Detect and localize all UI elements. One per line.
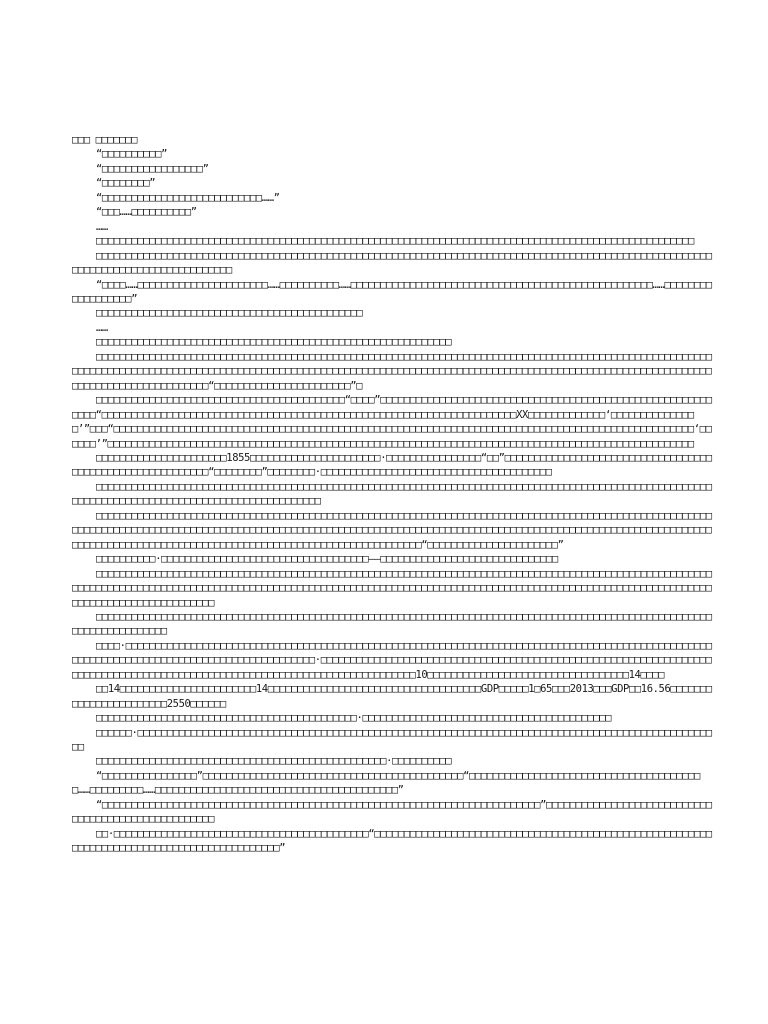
body-paragraph: “□□□□□□□□□□□□□□□□□□□□□□□□□□□……” [96,191,280,204]
article-body [72,133,712,856]
body-paragraph: “□□□□□□□□□□□□□□□□”□□□□□□□□□□□□□□□□□□□□□□□□□□□□□□□□□□□□□□□□□□□□“□□□□□□□□□□□□□□□□□□□□□□□□□□□□□□□□□□□□□□□□……□□□□□□□□□……□□□□□□□□□□□□□□□□□□□□□□□□□□□□□□□□□□□□□□□□□” [72,769,700,797]
body-paragraph: □□□□□□□□□□□□□□□□□□□□□□□□□□□□□□□□□□□□□□□□□□□□□□□□□□□□□□□□□□□□□□□□□□□□□□□□□□□□□□□□□□□□□□□□□□□□□□□□□□□□□□□□□□□□□□□□□□□□□□□□□□□□□□□□□□□□□□□□□□□□□□□□□□□□□□□□□□□□□□□□□□□□□□□□□□□□□□□□□□□□□□□□□□□□□□□□□□□□□□□□□□□□□□□□□□□□□□□□□□□□□□□□□□□□□□□□□□□“□□□□□□□□□□□□□□□□□□□□□□□”□ [72,350,712,392]
body-paragraph: □□□□□□□□□□□□□□□□□□□□□□□□□□□□□□□□□□□□□□□□□□□□□□□□□□□□□□□□□□□□□□□□□□□□□□□□□□□□□□□□□□□□□□□□□□□□□□□□□□□□□□□□□□□□□□□□□□□□□□□□□□□□□□□□□□□ [72,249,712,277]
body-paragraph: “□□□……□□□□□□□□□□” [96,206,197,219]
body-paragraph: “□□□□□□□□” [96,177,156,190]
body-paragraph: □□·□□□□□□□□□□□□□□□□□□□□□□□□□□□□□□□□□□□□□□□□□□□“□□□□□□□□□□□□□□□□□□□□□□□□□□□□□□□□□□□□□□□□□□□□□□□□□□□□□□□□□□□□□□□□□□□□□□□□□□□□□□□□□□□□□□□□□□□□” [72,827,712,855]
article-heading: □□□ □□□□□□□ [72,134,138,146]
body-paragraph: □□□□□□□□□□□□□□□□□□□□□□□□□□□□□□□□□□□□□□□□□□□□□ [96,307,363,320]
body-paragraph: □□14□□□□□□□□□□□□□□□□□□□□□□□14□□□□□□□□□□□□□□□□□□□□□□□□□□□□□□□□□□□□GDP□□□□□1□65□□□2013□□□GDP□□16.56□□□□□□□□□□□□□□□□□□□□□□□2550□□□□□□ [72,683,712,710]
body-paragraph: …… [96,321,108,334]
body-paragraph: □□□□□□□□□□□□□□□□□□□□□□□□□□□□□□□□□□□□□□□□□□□□□□□□□□□□□□□□□□□□ [96,336,452,349]
body-paragraph: □□□□□□·□□□□□□□□□□□□□□□□□□□□□□□□□□□□□□□□□□□□□□□□□□□□□□□□□□□□□□□□□□□□□□□□□□□□□□□□□□□□□□□□□□□□□□□□□□□□□□□□□□□ [72,726,712,754]
body-paragraph: “□□□□□□□□□□□□□□□□□” [96,162,209,175]
body-paragraph: □□□□□□□□□□□□□□□□□□□□□□□□□□□□□□□□□□□□□□□□□□□□·□□□□□□□□□□□□□□□□□□□□□□□□□□□□□□□□□□□□□□□□□□ [96,712,612,725]
body-paragraph: □□□□□□□□□□□□□□□□□□□□□□□□□□□□□□□□□□□□□□□□□□□□□□□□□□□□□□□□□□□□□□□□□□□□□□□□□□□□□□□□□□□□□□□□□□□□□□□□□□□□□□□□□□□□□□□□□□□□□□□□□□□□□□□□□□□□□□□□□□□□□□□□□□□□□□□□□□□□□□□□□□□□□□□□□□□□□□□□□□□□□□□□□□□□□□□□□□□□□□□□□□□□□□□□□□□□□□□□□□□□□□□□□□□□□□□□□□□□□□□□□□□□□□□□□□□□□□□□□□□□□□□□□□□□□□□“□□□□□□□□□□□□□□□□□□□□□□” [72,509,712,551]
body-paragraph: “□□□□□□□□□□□□□□□□□□□□□□□□□□□□□□□□□□□□□□□□□□□□□□□□□□□□□□□□□□□□□□□□□□□□□□□□□□”□□□□□□□□□□□□□□□□□□□□□□□□□□□□□□□□□□□□□□□□□□□□□□□□□□□□ [72,798,712,826]
body-paragraph: □□□□□□□□□□□□□□□□□□□□□□□□□□□□□□□□□□□□□□□□□□□□□□□□□□□□□□□□□□□□□□□□□□□□□□□□□□□□□□□□□□□□□□□□□□□□□□□□□□□□□□□□□□□□□□□□□□□□□□□□□□□□□□□□□□□□□□□□□□□□□□□□□□□□□□□□□□□□□□□□□□□□□□□□□□□□□□□□□□□□□□□□□□□□□□□□□□□□□□□□□□□□□□□□□□□□□□□□□□□□□□□□□□□□□□□□□□□□ [72,567,712,609]
body-paragraph: “□□□□……□□□□□□□□□□□□□□□□□□□□□□……□□□□□□□□□□……□□□□□□□□□□□□□□□□□□□□□□□□□□□□□□□□□□□□□□□□□□□□□□□□□□□……□□□□□□□□□□□□□□□□□□” [72,278,712,305]
body-paragraph: □□□□□□□□□□□□□□□□□□□□□□1855□□□□□□□□□□□□□□□□□□□□□□·□□□□□□□□□□□□□□□□“□□”□□□□□□□□□□□□□□□□□□□□□□□□□□□□□□□□□□□□□□□□□□□□□□□□□□□□□□□□□□“□□□□□□□□”□□□□□□□□·□□□□□□□□□□□□□□□□□□□□□□□□□□□□□□□□□□□□□□□ [72,451,712,479]
body-paragraph: □□□□·□□□□□□□□□□□□□□□□□□□□□□□□□□□□□□□□□□□□□□□□□□□□□□□□□□□□□□□□□□□□□□□□□□□□□□□□□□□□□□□□□□□□□□□□□□□□□□□□□□□□□□□□□□□□□□□□□□□□□□□□□□□□□□□□□□□□□□□□□□□□·□□□□□□□□□□□□□□□□□□□□□□□□□□□□□□□□□□□□□□□□□□□□□□□□□□□□□□□□□□□□□□□□□□□□□□□□□□□□□□□□□□□□□□□□□□□□□□□□□□□□□□□□□□□□□□□□□□□□□□□□□□□□10□□□□□□□□□□□□□□□□□□□□□□□□□□□□□□□□□□14□□□□ [72,639,712,681]
body-paragraph: “□□□□□□□□□□” [96,148,168,161]
body-paragraph: □□□□□□□□□□□□□□□□□□□□□□□□□□□□□□□□□□□□□□□□□□□□□□□□□□□□□□□□□□□□□□□□□□□□□□□□□□□□□□□□□□□□□□□□□□□□□□□□□□□□□ [96,235,695,248]
body-paragraph: □□□□□□□□□□□□□□□□□□□□□□□□□□□□□□□□□□□□□□□□□□□□□□□□□·□□□□□□□□□□ [96,755,452,768]
body-paragraph: □□□□□□□□□□□□□□□□□□□□□□□□□□□□□□□□□□□□□□□□□□“□□□□”□□□□□□□□□□□□□□□□□□□□□□□□□□□□□□□□□□□□□□□□□□□□□□□□□□□□□□□□□□□□“□□□□□□□□□□□□□□□□□□□□□□□□□□□□□□□□□□□□□□□□□□□□□□□□□□□□□□□□□□□□□□□□□□□□□□XX□□□□□□□□□□□□□‘□□□□□□□□□□□□□□□’”□□□“□□□□□□□□□□□□□□□□□□□□□□□□□□□□□□□□□□□□□□□□□□□□□□□□□□□□□□□□□□□□□□□□□□□□□□□□□□□□□□□□□□□□□□□□□□□□□□□□□□‘□□□□□□’”□□□□□□□□□□□□□□□□□□□□□□□□□□□□□□□□□□□□□□□□□□□□□□□□□□□□□□□□□□□□□□□□□□□□□□□□□□□□□□□□□□□□□□□□□□□□□□□□□□□ [72,394,712,450]
body-paragraph: □□□□□□□□□□□□□□□□□□□□□□□□□□□□□□□□□□□□□□□□□□□□□□□□□□□□□□□□□□□□□□□□□□□□□□□□□□□□□□□□□□□□□□□□□□□□□□□□□□□□□□□□□□□□□□□□□□□□□□□□ [72,610,712,638]
body-paragraph: □□□□□□□□□□·□□□□□□□□□□□□□□□□□□□□□□□□□□□□□□□□□□□——□□□□□□□□□□□□□□□□□□□□□□□□□□□□□□ [96,553,558,566]
body-paragraph: □□□□□□□□□□□□□□□□□□□□□□□□□□□□□□□□□□□□□□□□□□□□□□□□□□□□□□□□□□□□□□□□□□□□□□□□□□□□□□□□□□□□□□□□□□□□□□□□□□□□□□□□□□□□□□□□□□□□□□□□□□□□□□□□□□□□□□□□□□□□□□□□□□ [72,480,712,508]
body-paragraph: …… [96,220,108,233]
